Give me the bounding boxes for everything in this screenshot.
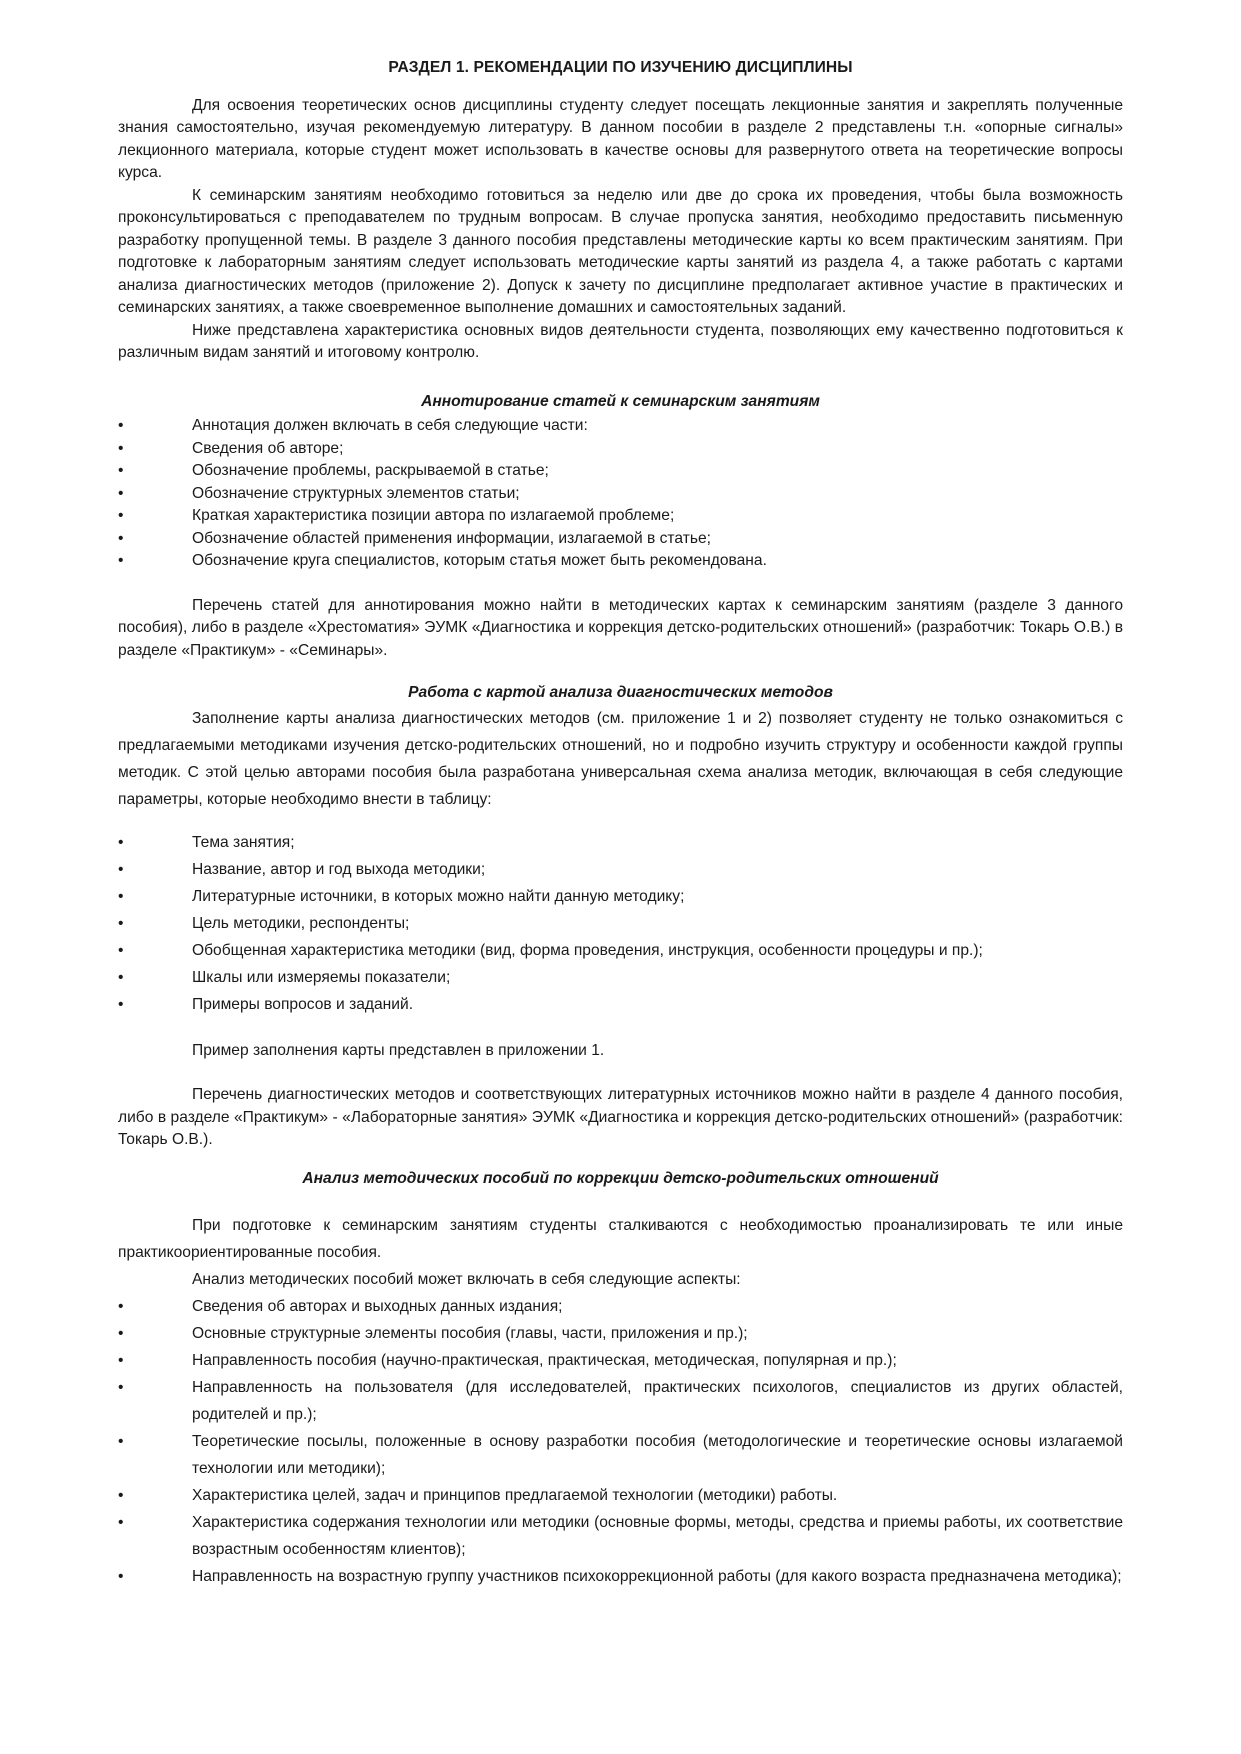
- bullet-icon: •: [118, 552, 124, 569]
- list-item: • Примеры вопросов и заданий.: [118, 991, 1123, 1018]
- intro-paragraph-1: Для освоения теоретических основ дисциплины студенту следует посещать лекционные занятия и закреплять полученные знания самостоятельно, изучая рекомендуемую литературу. В данном пособии в разделе 2 представлены т.н. «опорные сигналы» лекционного материала, которые студент может использовать в качестве основы для развернутого ответа на теоретические вопросы курса.: [118, 96, 1123, 181]
- list-item: • Обозначение областей применения информации, излагаемой в статье;: [118, 528, 1123, 551]
- list-item: • Литературные источники, в которых можно найти данную методику;: [118, 883, 1123, 910]
- list-item: • Цель методики, респонденты;: [118, 910, 1123, 937]
- diagnostic-heading: Работа с картой анализа диагностических методов: [408, 684, 833, 701]
- list-item: • Краткая характеристика позиции автора по излагаемой проблеме;: [118, 505, 1123, 528]
- list-item: • Обозначение проблемы, раскрываемой в статье;: [118, 460, 1123, 483]
- bullet-icon: •: [118, 1568, 124, 1585]
- list-item: • Тема занятия;: [118, 829, 1123, 856]
- bullet-icon: •: [118, 1379, 124, 1396]
- bullet-icon: •: [118, 995, 124, 1013]
- bullet-icon: •: [118, 1298, 124, 1315]
- list-item: • Направленность пособия (научно-практическая, практическая, методическая, популярная и пр.);: [118, 1347, 1123, 1374]
- bullet-icon: •: [118, 887, 124, 905]
- list-item: • Сведения об авторах и выходных данных издания;: [118, 1293, 1123, 1320]
- annotation-list: [118, 415, 1123, 573]
- bullet-icon: •: [118, 833, 124, 851]
- intro-paragraph-3: Ниже представлена характеристика основных видов деятельности студента, позволяющих ему качественно подготовиться к различным видам занятий и итоговому контролю.: [118, 321, 1123, 361]
- bullet-icon: •: [118, 484, 124, 502]
- bullet-icon: •: [118, 914, 124, 932]
- list-item: • Теоретические посылы, положенные в основу разработки пособия (методологические и теоретические основы излагаемой технологии или методики);: [118, 1428, 1123, 1482]
- list-item: • Обозначение структурных элементов статьи;: [118, 483, 1123, 506]
- annotation-heading: Аннотирование статей к семинарским занятиям: [421, 392, 820, 410]
- bullet-icon: •: [118, 941, 124, 959]
- bullet-icon: •: [118, 1487, 124, 1504]
- bullet-icon: •: [118, 1352, 124, 1369]
- bullet-icon: •: [118, 1514, 124, 1531]
- diagnostic-section: [118, 705, 1123, 1018]
- annotation-paragraph: Перечень статей для аннотирования можно найти в методических картах к семинарским занятиям (разделе 3 данного пособия), либо в разделе «Хрестоматия» ЭУМК «Диагностика и коррекция детско-родительских отношений» (разработчик: Токарь О.В.) в разделе «Практикум» - «Семинары».: [118, 596, 1123, 659]
- list-item: • Обобщенная характеристика методики (вид, форма проведения, инструкция, особенности процедуры и пр.);: [118, 937, 1123, 964]
- list-item: • Направленность на пользователя (для исследователей, практических психологов, специалистов из других областей, родителей и пр.);: [118, 1374, 1123, 1428]
- bullet-icon: •: [118, 968, 124, 986]
- manuals-list: [118, 1293, 1123, 1590]
- bullet-icon: •: [118, 507, 124, 524]
- diagnostic-list: [118, 829, 1123, 1018]
- list-item: • Сведения об авторе;: [118, 438, 1123, 461]
- manuals-intro: При подготовке к семинарским занятиям студенты сталкиваются с необходимостью проанализировать те или иные практикоориентированные пособия.: [118, 1217, 1123, 1261]
- list-item: • Характеристика целей, задач и принципов предлагаемой технологии (методики) работы.: [118, 1482, 1123, 1509]
- diagnostic-example: Пример заполнения карты представлен в приложении 1.: [192, 1041, 605, 1059]
- manuals-section: [118, 1212, 1123, 1590]
- manuals-heading: Анализ методических пособий по коррекции детско-родительских отношений: [302, 1169, 939, 1187]
- list-item: • Основные структурные элементы пособия (главы, части, приложения и пр.);: [118, 1320, 1123, 1347]
- diagnostic-paragraph: Перечень диагностических методов и соответствующих литературных источников можно найти в разделе 4 данного пособия, либо в разделе «Практикум» - «Лабораторные занятия» ЭУМК «Диагностика и коррекция детско-родительских отношений» (разработчик: Токарь О.В.).: [118, 1086, 1123, 1148]
- intro-paragraph-2: К семинарским занятиям необходимо готовиться за неделю или две до срока их проведения, чтобы была возможность проконсультироваться с преподавателем по трудным вопросам. В случае пропуска занятия, необходимо предоставить письменную разработку пропущенной темы. В разделе 3 данного пособия представлены методические карты ко всем практическим занятиям. При подготовке к лабораторным занятиям следует использовать методические карты занятий из раздела 4, а также работать с картами анализа диагностических методов (приложение 2). Допуск к зачету по дисциплине предполагает активное участие в практических и семинарских занятиях, а также своевременное выполнение домашних и самостоятельных заданий.: [118, 186, 1123, 316]
- diagnostic-intro: Заполнение карты анализа диагностических методов (см. приложение 1 и 2) позволяет студенту не только ознакомиться с предлагаемыми методиками изучения детско-родительских отношений, но и подробно изучить структуру и особенности каждой группы методик. С этой целью авторами пособия была разработана универсальная схема анализа методик, включающая в себя следующие параметры, которые необходимо внести в таблицу:: [118, 709, 1123, 808]
- bullet-icon: •: [118, 439, 124, 457]
- list-item: • Направленность на возрастную группу участников психокоррекционной работы (для какого возраста предназначена методика);: [118, 1563, 1123, 1590]
- bullet-icon: •: [118, 417, 124, 434]
- list-item: • Характеристика содержания технологии или методики (основные формы, методы, средства и приемы работы, их соответствие возрастным особенностям клиентов);: [118, 1509, 1123, 1563]
- list-item: • Аннотация должен включать в себя следующие части:: [118, 415, 1123, 438]
- bullet-icon: •: [118, 860, 124, 878]
- section-title: РАЗДЕЛ 1. РЕКОМЕНДАЦИИ ПО ИЗУЧЕНИЮ ДИСЦИПЛИНЫ: [388, 59, 853, 76]
- list-item: • Обозначение круга специалистов, которым статья может быть рекомендована.: [118, 550, 1123, 573]
- bullet-icon: •: [118, 462, 124, 479]
- bullet-icon: •: [118, 529, 124, 547]
- list-item: • Шкалы или измеряемы показатели;: [118, 964, 1123, 991]
- manuals-lead: Анализ методических пособий может включать в себя следующие аспекты:: [192, 1271, 741, 1288]
- list-item: • Название, автор и год выхода методики;: [118, 856, 1123, 883]
- bullet-icon: •: [118, 1433, 124, 1450]
- bullet-icon: •: [118, 1325, 124, 1342]
